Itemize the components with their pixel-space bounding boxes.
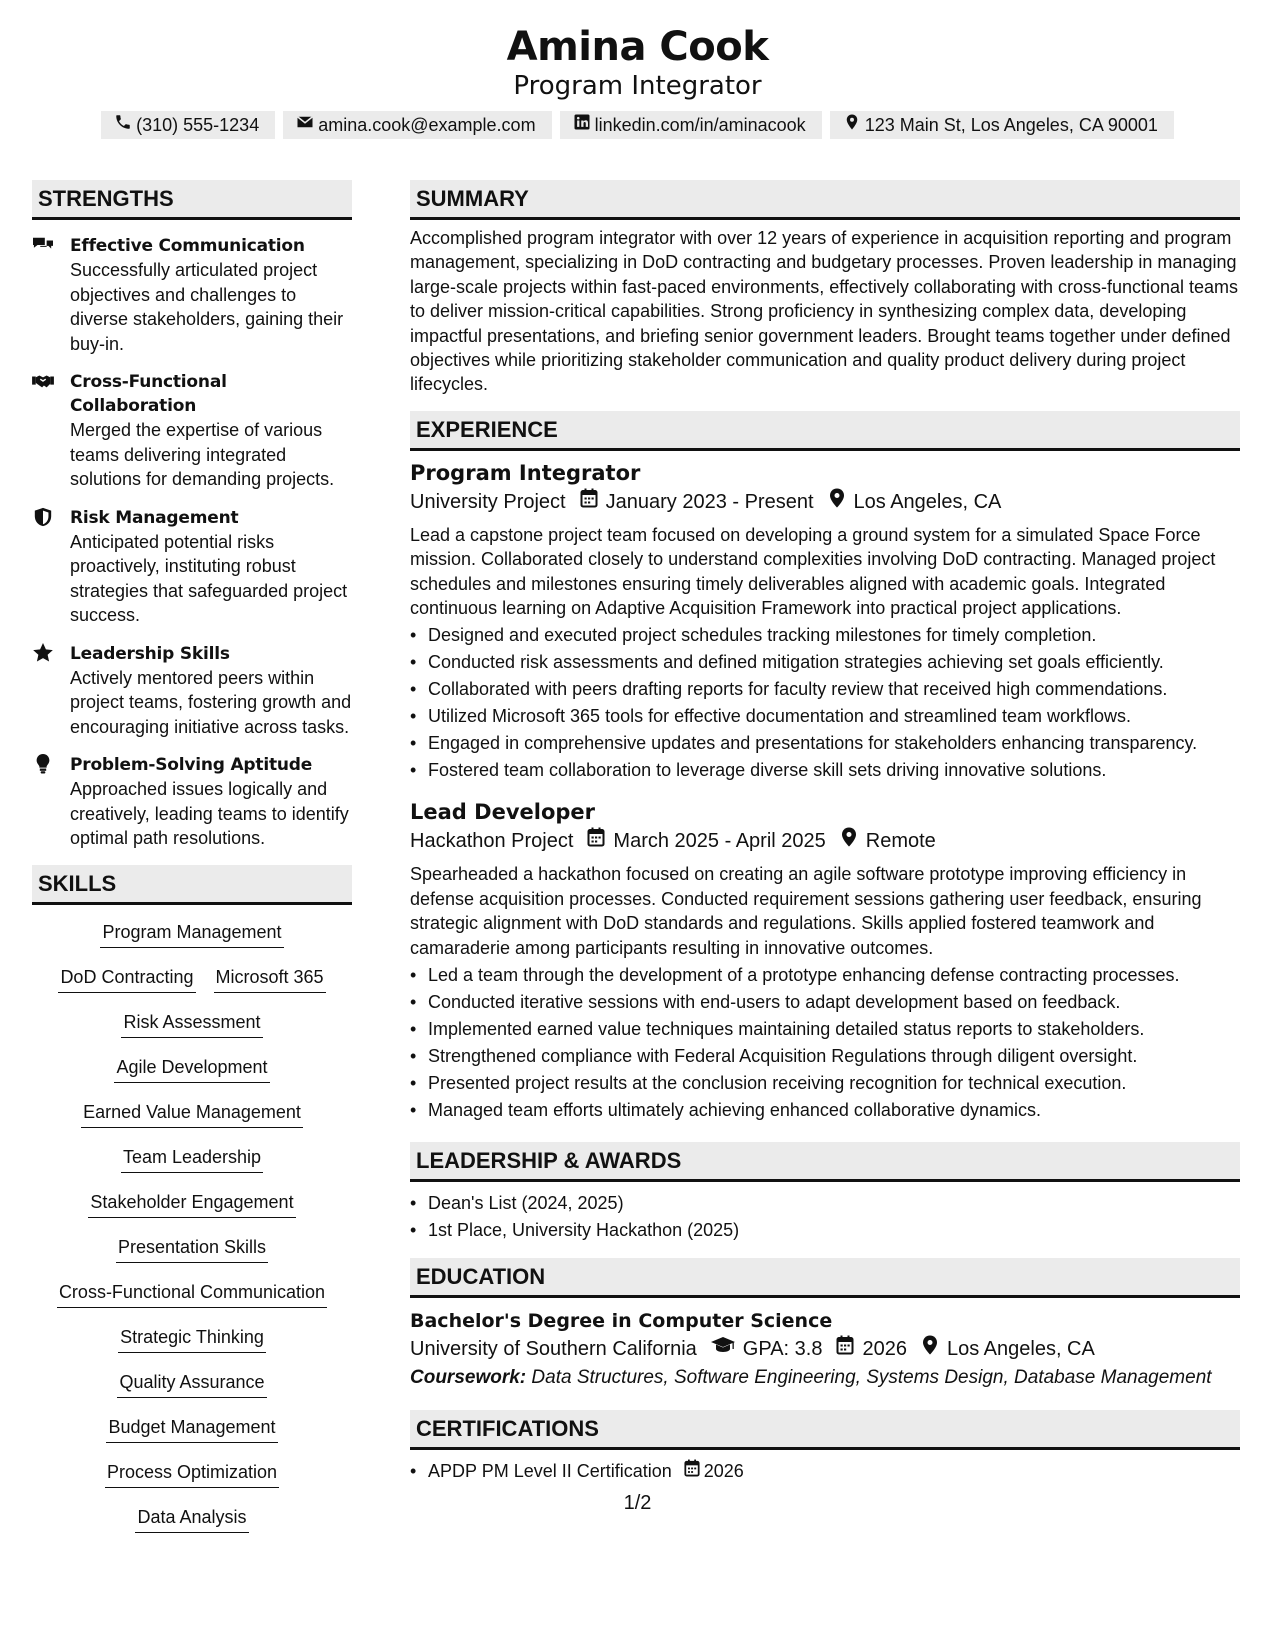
envelope-icon (296, 111, 314, 139)
education-location: Los Angeles, CA (946, 1338, 1095, 1361)
job-entry (410, 459, 1240, 785)
contact-linkedin[interactable] (560, 111, 822, 139)
strength-item (32, 234, 352, 356)
star-icon (32, 642, 70, 740)
job-title: Lead Developer (410, 800, 596, 825)
page-number: 1/2 (623, 1492, 652, 1514)
linkedin-icon (573, 111, 591, 139)
experience-heading: EXPERIENCE (410, 411, 1240, 451)
strength-title: Risk Management (70, 507, 239, 528)
job-description: Spearheaded a hackathon focused on creating an agile software prototype improving efficiency in defense acquisition processes. Conducted requirement sessions gathering user feedback, ensuring strategic alignment with DoD standards and regulations. Skills applied fostered teamwork and camaraderie among participants resulting in innovative outcomes. (410, 864, 1202, 958)
location-icon (907, 1334, 947, 1364)
strength-title: Leadership Skills (70, 643, 230, 664)
email-text: amina.cook@example.com (318, 115, 536, 135)
list-item: • Engaged in comprehensive updates and presentations for stakeholders enhancing transparency. (410, 730, 1240, 757)
job-dates: January 2023 - Present (605, 490, 814, 513)
location-icon (826, 826, 866, 856)
job-entry (410, 798, 1240, 1124)
skill-tag: Risk Assessment (121, 1009, 262, 1038)
awards-list (410, 1190, 1240, 1244)
address-text: 123 Main St, Los Angeles, CA 90001 (864, 115, 1158, 135)
resume-header (0, 0, 1275, 139)
strength-desc: Approached issues logically and creatively, leading teams to identify optimal path resolutions. (70, 779, 349, 848)
coursework-label: Coursework: (410, 1367, 527, 1389)
list-item: • Collaborated with peers drafting reports for faculty review that received high commendations. (410, 676, 1240, 703)
gpa: GPA: 3.8 (742, 1338, 823, 1361)
handshake-icon (32, 370, 70, 492)
list-item: • Conducted risk assessments and defined mitigation strategies achieving set goals efficiently. (410, 649, 1240, 676)
certifications-list (410, 1458, 1240, 1485)
list-item: • Led a team through the development of a prototype enhancing defense contracting processes. (410, 962, 1240, 989)
graduation-cap-icon (697, 1334, 743, 1364)
strength-desc: Actively mentored peers within project teams, fostering growth and encouraging initiative across tasks. (70, 667, 352, 737)
candidate-name: Amina Cook (506, 24, 769, 70)
strength-desc: Merged the expertise of various teams delivering integrated solutions for demanding projects. (70, 420, 335, 489)
skill-tag: Data Analysis (135, 1504, 248, 1533)
skill-tag: Stakeholder Engagement (88, 1189, 295, 1218)
job-meta (410, 487, 1240, 517)
summary-heading: SUMMARY (410, 180, 1240, 220)
graduation-year: 2026 (862, 1338, 907, 1361)
skill-tag: DoD Contracting (58, 964, 195, 993)
degree-title: Bachelor's Degree in Computer Science (410, 1310, 833, 1333)
phone-text: (310) 555-1234 (136, 115, 260, 135)
job-location: Los Angeles, CA (853, 490, 1002, 513)
skill-tag: Cross-Functional Communication (57, 1279, 327, 1308)
list-item: • 1st Place, University Hackathon (2025) (410, 1217, 1240, 1244)
skill-tag: Process Optimization (105, 1459, 279, 1488)
certification-year: 2026 (703, 1461, 744, 1482)
skill-tag: Presentation Skills (116, 1234, 268, 1263)
education-heading: EDUCATION (410, 1258, 1240, 1298)
skill-tag: Agile Development (114, 1054, 269, 1083)
location-icon (814, 487, 854, 517)
job-meta (410, 826, 1240, 856)
skill-tag: Quality Assurance (117, 1369, 266, 1398)
job-bullets (410, 622, 1240, 784)
calendar-icon (573, 826, 613, 856)
job-bullets (410, 962, 1240, 1124)
calendar-icon (822, 1334, 862, 1364)
candidate-title: Program Integrator (513, 71, 762, 101)
skills-heading: SKILLS (32, 865, 352, 905)
location-icon (843, 111, 861, 139)
certifications-heading: CERTIFICATIONS (410, 1410, 1240, 1450)
summary-text: Accomplished program integrator with over 12 years of experience in acquisition reporting and program management, specializing in DoD contracting and budgetary processes. Proven leadership in managing large-scale projects within fast-paced environments, effectively collaborating with cross-functional teams to deliver mission-critical capabilities. Strong proficiency in synthesizing complex data, developing impactful presentations, and briefing senior government leaders. Brought teams together under defined objectives while prioritizing stakeholder communication and quality product delivery during project lifecycles. (410, 228, 1239, 395)
job-org: Hackathon Project (410, 830, 574, 853)
coursework-list: Data Structures, Software Engineering, Systems Design, Database Management (531, 1367, 1212, 1389)
skill-tag: Microsoft 365 (214, 964, 326, 993)
skill-tag: Earned Value Management (81, 1099, 303, 1128)
contact-email[interactable] (283, 111, 551, 139)
job-title: Program Integrator (410, 460, 641, 485)
chat-bubbles-icon (32, 234, 70, 356)
school-name: University of Southern California (410, 1338, 697, 1361)
skill-tag: Team Leadership (121, 1144, 263, 1173)
resume-body (32, 180, 1243, 1549)
skill-tag: Budget Management (106, 1414, 277, 1443)
list-item: • Fostered team collaboration to leverage diverse skill sets driving innovative solutions. (410, 757, 1240, 784)
strength-desc: Anticipated potential risks proactively, instituting robust strategies that safeguarded project success. (70, 531, 348, 625)
job-location: Remote (865, 830, 936, 853)
list-item: • Utilized Microsoft 365 tools for effective documentation and streamlined team workflows. (410, 703, 1240, 730)
strengths-heading: STRENGTHS (32, 180, 352, 220)
contact-bar (0, 111, 1275, 139)
list-item: • Managed team efforts ultimately achieving enhanced collaborative dynamics. (410, 1097, 1240, 1124)
skill-tag: Program Management (100, 919, 283, 948)
strength-item (32, 370, 352, 492)
certification-name: • APDP PM Level II Certification (428, 1461, 672, 1482)
education-meta (410, 1334, 1240, 1364)
job-org: University Project (410, 490, 566, 513)
job-dates: March 2025 - April 2025 (613, 830, 826, 853)
strength-title: Cross-Functional Collaboration (70, 372, 227, 416)
list-item (410, 1458, 1240, 1485)
list-item: • Dean's List (2024, 2025) (410, 1190, 1240, 1217)
list-item: • Presented project results at the conclusion receiving recognition for technical execution. (410, 1070, 1240, 1097)
phone-icon (114, 111, 132, 139)
left-column (32, 180, 352, 1549)
calendar-icon (566, 487, 606, 517)
awards-heading: LEADERSHIP & AWARDS (410, 1142, 1240, 1182)
lightbulb-icon (32, 753, 70, 851)
calendar-icon (672, 1458, 704, 1485)
strength-item (32, 506, 352, 628)
strength-title: Problem-Solving Aptitude (70, 755, 313, 775)
strength-item (32, 642, 352, 740)
strengths-list (32, 234, 352, 851)
list-item: • Designed and executed project schedules tracking milestones for timely completion. (410, 622, 1240, 649)
contact-address (830, 111, 1174, 139)
strength-title: Effective Communication (70, 236, 305, 256)
list-item: • Implemented earned value techniques maintaining detailed status reports to stakeholders. (410, 1016, 1240, 1043)
strength-desc: Successfully articulated project objectives and challenges to diverse stakeholders, gaining their buy-in. (70, 260, 344, 354)
linkedin-text: linkedin.com/in/aminacook (594, 115, 806, 135)
list-item: • Strengthened compliance with Federal Acquisition Regulations through diligent oversight. (410, 1043, 1240, 1070)
shield-icon (32, 506, 70, 628)
job-description: Lead a capstone project team focused on developing a ground system for a simulated Space Force mission. Collaborated closely to understand complexities involving DoD contracting. Managed project schedules and milestones ensuring timely deliverables aligned with academic goals. Integrated continuous learning on Adaptive Acquisition Framework into practical project applications. (410, 524, 1216, 619)
right-column (410, 180, 1240, 1549)
skill-tag: Strategic Thinking (118, 1324, 266, 1353)
coursework (410, 1366, 1240, 1390)
contact-phone[interactable] (101, 111, 275, 139)
skills-list (32, 919, 352, 1549)
strength-item (32, 753, 352, 851)
list-item: • Conducted iterative sessions with end-users to adapt development based on feedback. (410, 989, 1240, 1016)
